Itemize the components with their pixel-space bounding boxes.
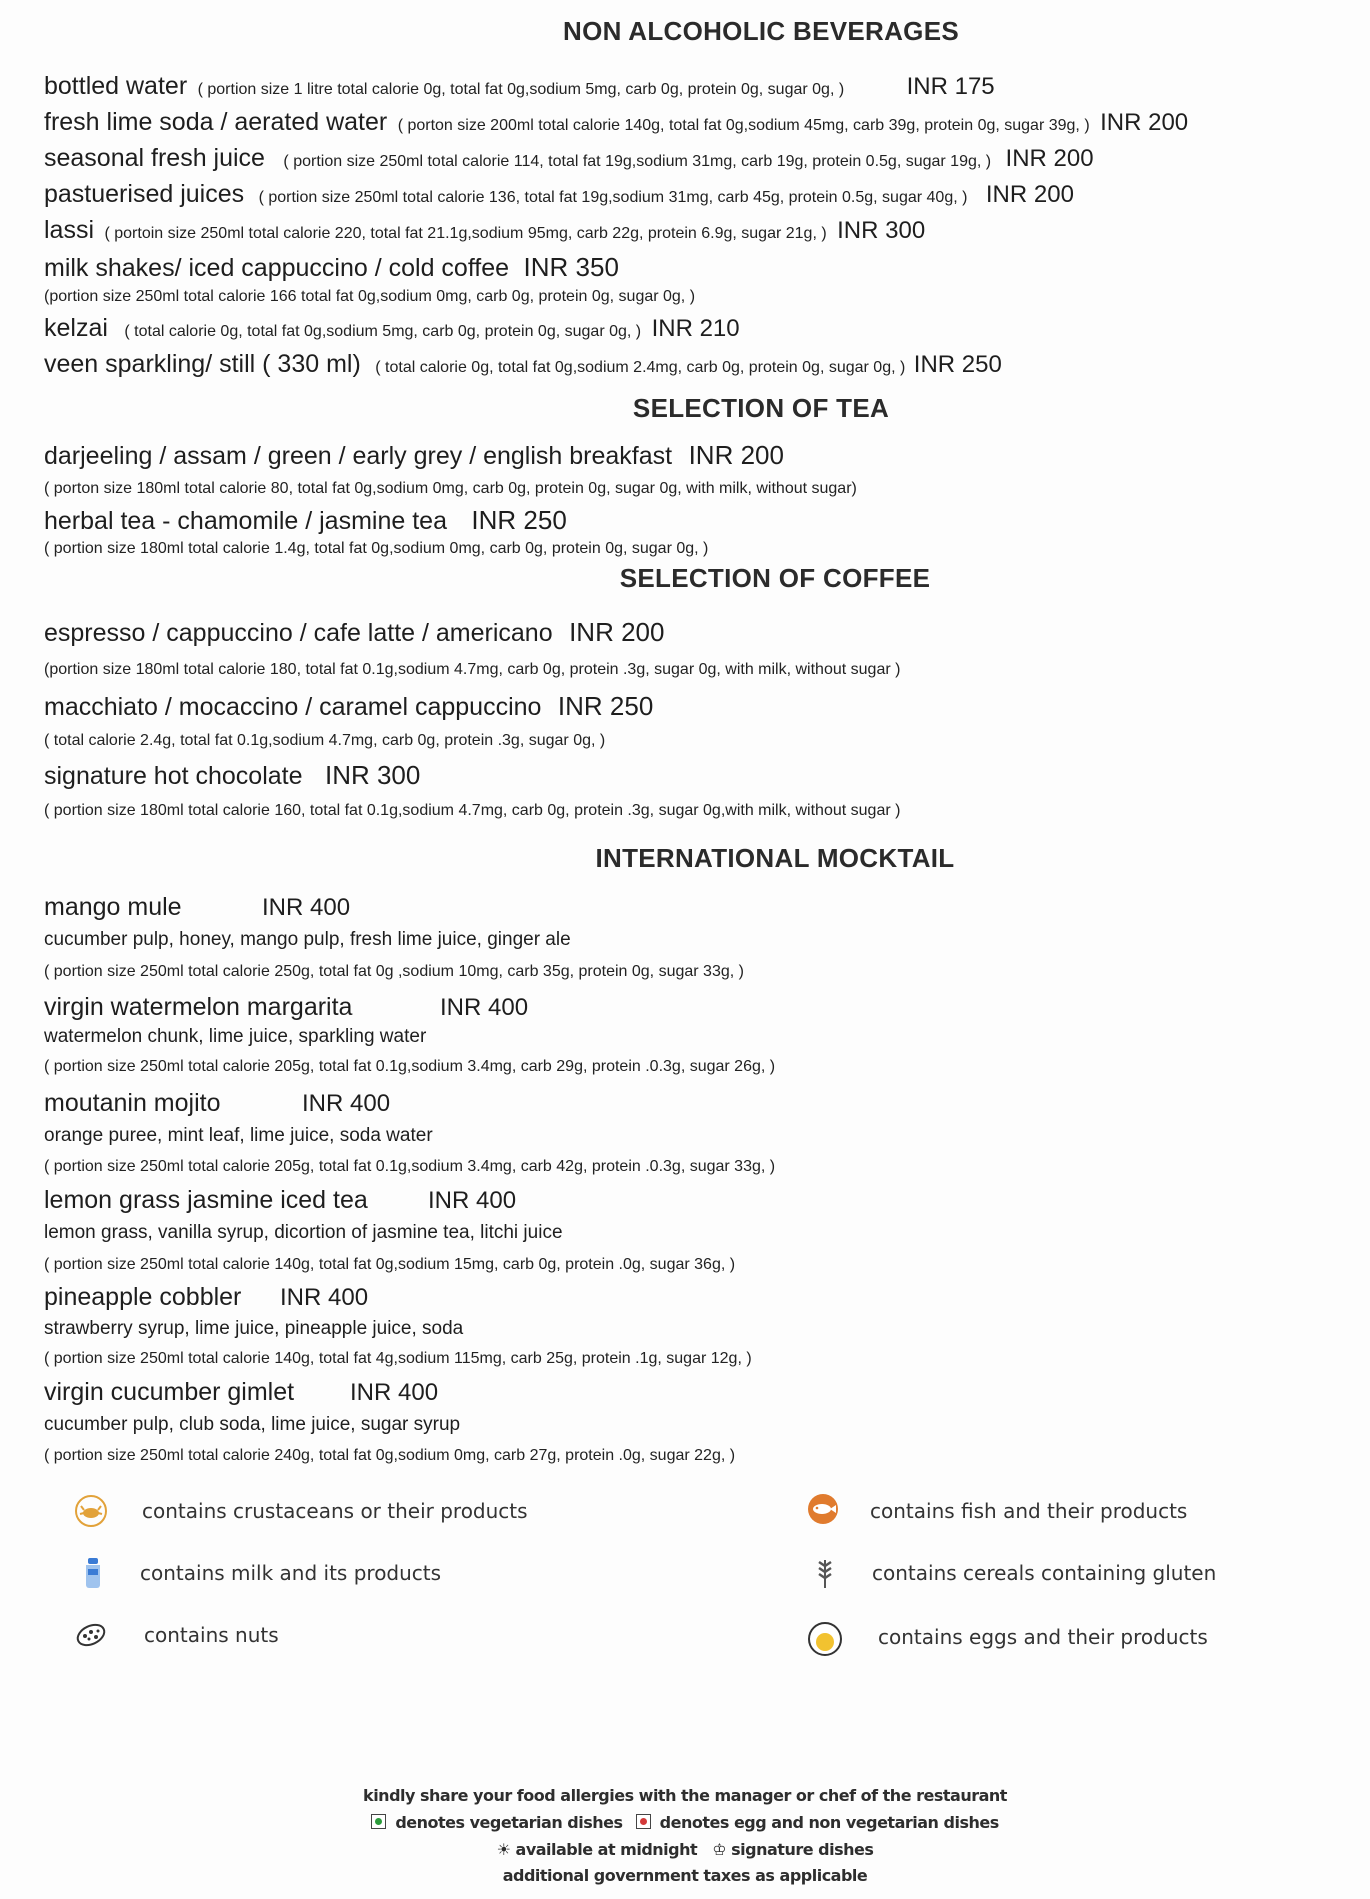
item-nutrition: (portion size 180ml total calorie 180, total fat 0.1g,sodium 4.7mg, carb 0g, protein .3g, sugar 0g, with milk, without sugar ) — [44, 661, 901, 678]
item-nutrition: ( porton size 180ml total calorie 80, total fat 0g,sodium 0mg, carb 0g, protein 0g, sugar 0g, with milk, without sugar) — [44, 480, 857, 497]
legend-nuts — [72, 1618, 279, 1652]
nonveg-label: denotes egg and non vegetarian dishes — [659, 1813, 999, 1832]
menu-item-espresso — [44, 617, 664, 648]
mocktail-nutrition — [44, 1058, 775, 1076]
item-nutrition: (portion size 250ml total calorie 166 total fat 0g,sodium 0mg, carb 0g, protein 0g, sugar 0g, ) — [44, 288, 696, 305]
mocktail-nutrition — [44, 1447, 735, 1465]
item-ingredients: strawberry syrup, lime juice, pineapple juice, soda — [44, 1318, 464, 1339]
menu-item-virgin-cucumber-gimlet — [44, 1378, 438, 1407]
item-name: virgin cucumber gimlet — [44, 1378, 295, 1406]
menu-item-macchiato — [44, 691, 653, 722]
item-nutrition: ( total calorie 0g, total fat 0g,sodium 2.4mg, carb 0g, protein 0g, sugar 0g, ) — [375, 359, 906, 376]
item-nutrition: ( portion size 250ml total calorie 205g, total fat 0.1g,sodium 3.4mg, carb 42g, protein .0.3g, sugar 33g, ) — [44, 1158, 776, 1175]
legend-label: contains cereals containing gluten — [872, 1561, 1217, 1585]
footer-taxes: additional government taxes as applicable — [502, 1866, 868, 1885]
item-ingredients: orange puree, mint leaf, lime juice, soda water — [44, 1125, 433, 1146]
midnight-label: available at midnight — [515, 1840, 698, 1859]
menu-item-tea-classic-nutrition — [44, 480, 857, 498]
item-nutrition: ( total calorie 2.4g, total fat 0.1g,sodium 4.7mg, carb 0g, protein .3g, sugar 0g, ) — [44, 732, 606, 749]
menu-item-herbal-tea-nutrition — [44, 540, 708, 558]
nuts-icon — [72, 1618, 110, 1652]
item-nutrition: ( porton size 200ml total calorie 140g, total fat 0g,sodium 45mg, carb 39g, protein 0g, sugar 39g, ) — [397, 117, 1090, 134]
item-name: fresh lime soda / aerated water — [44, 108, 388, 136]
mocktail-ingredients — [44, 929, 571, 951]
mocktail-ingredients — [44, 1026, 426, 1048]
item-price: INR 400 — [428, 1187, 517, 1214]
item-price: INR 400 — [350, 1379, 439, 1406]
item-price: INR 400 — [440, 994, 529, 1021]
section-title-non-alcoholic: NON ALCOHOLIC BEVERAGES — [563, 16, 959, 46]
item-price: INR 200 — [1100, 109, 1189, 136]
legend-gluten — [806, 1556, 1216, 1590]
item-price: INR 200 — [688, 440, 784, 470]
item-price: INR 250 — [913, 351, 1002, 378]
item-name: pineapple cobbler — [44, 1283, 242, 1311]
item-price: INR 210 — [651, 315, 740, 342]
menu-item-pineapple-cobbler — [44, 1283, 368, 1312]
menu-item-hot-chocolate — [44, 760, 420, 791]
item-price: INR 200 — [569, 617, 665, 647]
item-price: INR 200 — [985, 181, 1074, 208]
legend-crustaceans — [72, 1494, 528, 1528]
menu-item-moutanin-mojito — [44, 1089, 390, 1118]
legend-fish — [804, 1494, 1187, 1528]
item-nutrition: ( portion size 250ml total calorie 136, total fat 19g,sodium 31mg, carb 45g, protein 0.5g, sugar 40g, ) — [258, 189, 968, 206]
item-nutrition: ( portoin size 250ml total calorie 220, total fat 21.1g,sodium 95mg, carb 22g, protein 6.9g, sugar 21g, ) — [104, 225, 827, 242]
item-name: darjeeling / assam / green / early grey / english breakfast — [44, 442, 673, 470]
fish-icon — [804, 1494, 842, 1528]
mocktail-nutrition — [44, 1256, 735, 1274]
mocktail-nutrition — [44, 1350, 752, 1368]
item-name: bottled water — [44, 72, 188, 100]
veg-label: denotes vegetarian dishes — [395, 1813, 623, 1832]
menu-item-lassi — [44, 216, 925, 245]
menu-item-lemon-grass-jasmine-iced-tea — [44, 1186, 516, 1215]
item-nutrition: ( portion size 250ml total calorie 250g, total fat 0g ,sodium 10mg, carb 35g, protein 0g, sugar 33g, ) — [44, 963, 744, 980]
item-price: INR 400 — [262, 894, 351, 921]
item-name: veen sparkling/ still ( 330 ml) — [44, 350, 361, 378]
legend-label: contains crustaceans or their products — [142, 1499, 528, 1523]
item-price: INR 300 — [837, 217, 926, 244]
nonveg-mark-icon — [636, 1814, 651, 1829]
item-name: milk shakes/ iced cappuccino / cold coffee — [44, 254, 510, 282]
item-nutrition: ( portion size 250ml total calorie 114, total fat 19g,sodium 31mg, carb 19g, protein 0.5g, sugar 19g, ) — [283, 153, 992, 170]
item-ingredients: watermelon chunk, lime juice, sparkling water — [44, 1026, 427, 1047]
item-price: INR 400 — [302, 1090, 391, 1117]
signature-label: signature dishes — [731, 1840, 874, 1859]
section-title-mocktail: INTERNATIONAL MOCKTAIL — [595, 843, 955, 873]
item-price: INR 350 — [523, 252, 619, 282]
menu-item-hot-chocolate-nutrition — [44, 802, 900, 820]
item-nutrition: ( portion size 250ml total calorie 205g, total fat 0.1g,sodium 3.4mg, carb 29g, protein .0.3g, sugar 26g, ) — [44, 1058, 776, 1075]
egg-icon — [806, 1620, 844, 1654]
mocktail-nutrition — [44, 1158, 775, 1176]
mocktail-ingredients — [44, 1222, 563, 1244]
item-price: INR 200 — [1005, 145, 1094, 172]
section-title-tea: SELECTION OF TEA — [632, 393, 890, 423]
item-name: mango mule — [44, 893, 182, 921]
footer-diet-marks — [0, 1813, 1370, 1832]
item-nutrition: ( portion size 1 litre total calorie 0g, total fat 0g,sodium 5mg, carb 0g, protein 0g, sugar 0g, ) — [197, 81, 845, 98]
menu-item-mango-mule — [44, 893, 350, 922]
item-ingredients: cucumber pulp, honey, mango pulp, fresh lime juice, ginger ale — [44, 929, 571, 950]
item-name: lemon grass jasmine iced tea — [44, 1186, 368, 1214]
legend-label: contains eggs and their products — [878, 1625, 1208, 1649]
item-name: lassi — [44, 216, 95, 244]
menu-item-milk-shakes-nutrition — [44, 288, 695, 306]
wheat-icon — [806, 1556, 844, 1590]
item-nutrition: ( portion size 180ml total calorie 1.4g, total fat 0g,sodium 0mg, carb 0g, protein 0g, sugar 0g, ) — [44, 540, 709, 557]
menu-item-herbal-tea — [44, 505, 567, 536]
item-name: signature hot chocolate — [44, 762, 303, 790]
menu-item-seasonal-fresh-juice — [44, 144, 1094, 173]
crab-icon — [72, 1494, 110, 1528]
legend-label: contains nuts — [144, 1623, 279, 1647]
item-price: INR 250 — [557, 691, 654, 721]
item-name: herbal tea - chamomile / jasmine tea — [44, 507, 447, 535]
legend-label: contains milk and its products — [140, 1561, 442, 1585]
item-nutrition: ( portion size 250ml total calorie 140g, total fat 4g,sodium 115mg, carb 25g, protein .1g, sugar 12g, ) — [44, 1350, 752, 1367]
item-name: macchiato / mocaccino / caramel cappuccino — [44, 693, 542, 721]
menu-item-virgin-watermelon-margarita — [44, 993, 528, 1022]
veg-mark-icon — [371, 1814, 386, 1829]
item-name: moutanin mojito — [44, 1089, 221, 1117]
menu-item-milk-shakes — [44, 252, 619, 283]
item-ingredients: lemon grass, vanilla syrup, dicortion of jasmine tea, litchi juice — [44, 1222, 563, 1243]
footer-allergy-note: kindly share your food allergies with the manager or chef of the restaurant — [363, 1786, 1007, 1805]
menu-item-bottled-water — [44, 72, 995, 101]
menu-item-espresso-nutrition — [44, 661, 900, 679]
legend-eggs — [806, 1620, 1208, 1654]
item-nutrition: ( portion size 180ml total calorie 160, total fat 0.1g,sodium 4.7mg, carb 0g, protein .3g, sugar 0g,with milk, without sugar ) — [44, 802, 901, 819]
milk-bottle-icon — [80, 1556, 106, 1590]
item-price: INR 175 — [906, 73, 995, 100]
section-title-coffee: SELECTION OF COFFEE — [619, 563, 931, 593]
chef-hat-icon: ♔ — [712, 1840, 727, 1859]
footer-symbols — [0, 1840, 1370, 1859]
item-name: kelzai — [44, 314, 108, 342]
item-nutrition: ( portion size 250ml total calorie 240g, total fat 0g,sodium 0mg, carb 27g, protein .0g, sugar 22g, ) — [44, 1447, 736, 1464]
item-nutrition: ( total calorie 0g, total fat 0g,sodium 5mg, carb 0g, protein 0g, sugar 0g, ) — [124, 323, 642, 340]
item-nutrition: ( portion size 250ml total calorie 140g, total fat 0g,sodium 15mg, carb 0g, protein .0g, sugar 36g, ) — [44, 1256, 736, 1273]
item-price: INR 250 — [471, 505, 567, 535]
mocktail-ingredients — [44, 1414, 460, 1436]
item-name: virgin watermelon margarita — [44, 993, 353, 1021]
item-ingredients: cucumber pulp, club soda, lime juice, sugar syrup — [44, 1414, 461, 1435]
sun-icon: ☀ — [496, 1840, 511, 1859]
item-price: INR 400 — [280, 1284, 369, 1311]
item-name: pastuerised juices — [44, 180, 245, 208]
item-price: INR 300 — [324, 760, 421, 790]
menu-item-fresh-lime-soda — [44, 108, 1188, 137]
menu-item-macchiato-nutrition — [44, 732, 605, 750]
menu-item-kelzai — [44, 314, 740, 343]
mocktail-ingredients — [44, 1125, 433, 1147]
item-name: espresso / cappuccino / cafe latte / americano — [44, 619, 553, 647]
mocktail-nutrition — [44, 963, 744, 981]
menu-item-pastuerised-juices — [44, 180, 1074, 209]
item-name: seasonal fresh juice — [44, 144, 265, 172]
legend-label: contains fish and their products — [870, 1499, 1188, 1523]
mocktail-ingredients — [44, 1318, 463, 1340]
legend-milk — [80, 1556, 441, 1590]
menu-item-veen — [44, 350, 1002, 379]
menu-item-tea-classic — [44, 440, 784, 471]
